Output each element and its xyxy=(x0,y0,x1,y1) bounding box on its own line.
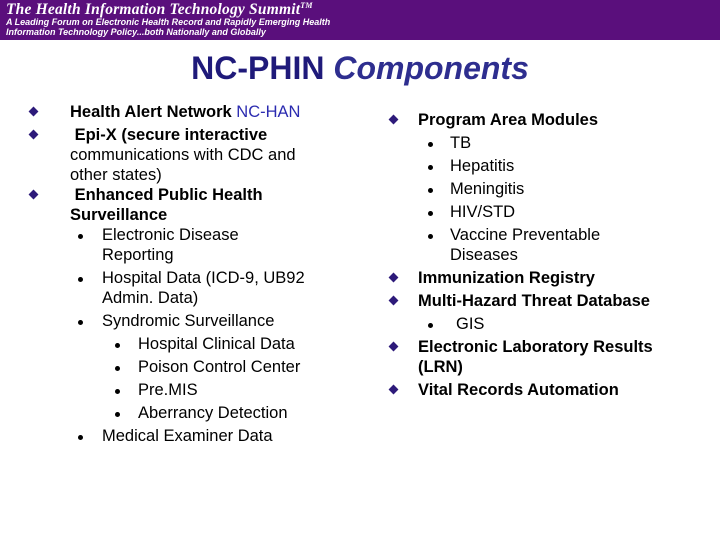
list-item xyxy=(388,202,708,222)
item-text: (LRN) xyxy=(418,358,463,376)
item-text: Multi-Hazard Threat Database xyxy=(418,292,650,310)
item-text: Surveillance xyxy=(70,206,168,224)
nc-han-label: NC-HAN xyxy=(236,103,301,121)
banner-subtitle xyxy=(6,17,330,37)
dot-bullet-icon xyxy=(115,343,120,348)
dot-bullet-icon xyxy=(78,320,83,325)
item-text: Reporting xyxy=(102,246,174,264)
dot-bullet-icon xyxy=(115,412,120,417)
list-item xyxy=(28,185,358,225)
list-item xyxy=(28,311,358,331)
slide-title xyxy=(0,50,720,86)
item-text: Enhanced Public Health xyxy=(74,186,263,204)
dot-bullet-icon xyxy=(115,366,120,371)
item-text: Electronic Disease xyxy=(102,226,239,244)
diamond-bullet-icon xyxy=(389,385,399,395)
list-item xyxy=(388,156,708,176)
list-item xyxy=(388,179,708,199)
diamond-bullet-icon xyxy=(389,296,399,306)
item-text: Vital Records Automation xyxy=(418,381,619,399)
list-item xyxy=(388,291,708,311)
list-item xyxy=(28,125,358,185)
banner-subtitle-line: A Leading Forum on Electronic Health Record and Rapidly Emerging Health xyxy=(6,17,331,27)
item-text: Hospital Clinical Data xyxy=(138,335,295,353)
list-item xyxy=(388,133,708,153)
item-text: HIV/STD xyxy=(450,203,516,221)
item-text: TB xyxy=(450,134,472,152)
list-item xyxy=(28,380,358,400)
dot-bullet-icon xyxy=(78,277,83,282)
list-item xyxy=(28,225,358,265)
item-text: Hepatitis xyxy=(450,157,515,175)
trademark: TM xyxy=(300,1,313,10)
item-text: Diseases xyxy=(450,246,518,264)
list-item xyxy=(28,357,358,377)
list-item xyxy=(28,334,358,354)
list-item xyxy=(28,102,358,122)
list-item xyxy=(388,110,708,130)
dot-bullet-icon xyxy=(428,211,433,216)
item-text: Epi-X (secure interactive xyxy=(74,126,268,144)
item-text: Immunization Registry xyxy=(418,269,595,287)
right-column xyxy=(388,110,708,400)
item-text: Aberrancy Detection xyxy=(138,404,288,422)
item-text: Admin. Data) xyxy=(102,289,199,307)
item-text: Hospital Data (ICD-9, UB92 xyxy=(102,269,305,287)
banner-title-text: The Health Information Technology Summit xyxy=(6,1,301,19)
diamond-bullet-icon xyxy=(389,115,399,125)
list-item xyxy=(388,225,708,265)
dot-bullet-icon xyxy=(78,234,83,239)
dot-bullet-icon xyxy=(428,323,433,328)
dot-bullet-icon xyxy=(78,435,83,440)
dot-bullet-icon xyxy=(428,142,433,147)
list-item xyxy=(388,380,708,400)
item-text: Vaccine Preventable xyxy=(450,226,601,244)
item-text: GIS xyxy=(456,315,485,333)
item-text: Poison Control Center xyxy=(138,358,301,376)
dot-bullet-icon xyxy=(115,389,120,394)
left-column xyxy=(28,102,358,446)
list-item xyxy=(28,403,358,423)
list-item xyxy=(28,426,358,446)
dot-bullet-icon xyxy=(428,165,433,170)
list-item xyxy=(28,268,358,308)
item-text: other states) xyxy=(70,166,162,184)
diamond-bullet-icon xyxy=(389,273,399,283)
dot-bullet-icon xyxy=(428,234,433,239)
header-banner xyxy=(0,0,720,40)
item-text: Pre.MIS xyxy=(138,381,198,399)
diamond-bullet-icon xyxy=(29,107,39,117)
banner-subtitle-line: Information Technology Policy...both Nationally and Globally xyxy=(6,27,266,37)
item-text: Syndromic Surveillance xyxy=(102,312,275,330)
diamond-bullet-icon xyxy=(389,342,399,352)
dot-bullet-icon xyxy=(428,188,433,193)
slide-title-part1: NC-PHIN xyxy=(191,50,325,86)
list-item xyxy=(388,268,708,288)
item-text: Health Alert Network xyxy=(70,103,232,121)
slide-title-part2: Components xyxy=(333,50,529,86)
diamond-bullet-icon xyxy=(29,190,39,200)
item-text: communications with CDC and xyxy=(70,146,296,164)
item-text: Electronic Laboratory Results xyxy=(418,338,653,356)
diamond-bullet-icon xyxy=(29,130,39,140)
item-text: Program Area Modules xyxy=(418,111,599,129)
list-item xyxy=(388,314,708,334)
list-item xyxy=(388,337,708,377)
item-text: Medical Examiner Data xyxy=(102,427,273,445)
item-text: Meningitis xyxy=(450,180,525,198)
